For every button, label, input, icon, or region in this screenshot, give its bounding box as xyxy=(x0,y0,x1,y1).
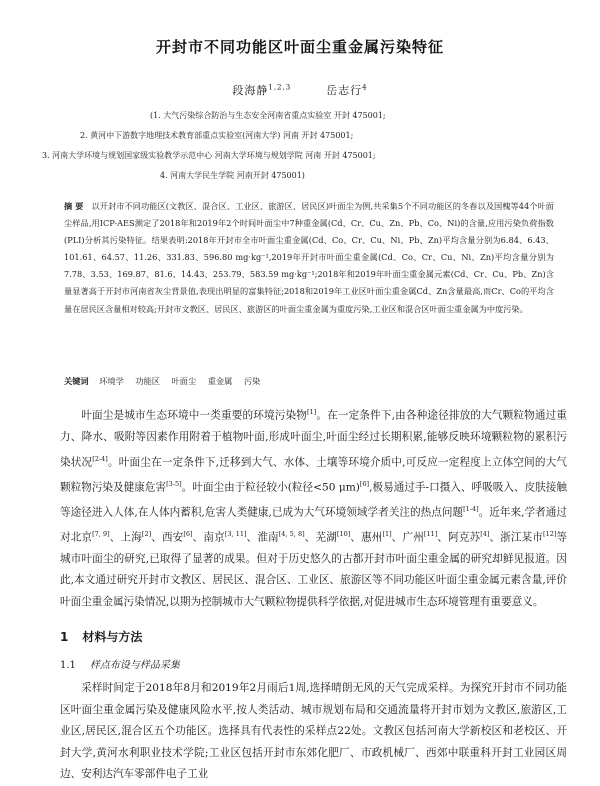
intro-text-run: 、上海 xyxy=(109,531,142,544)
intro-text-run: 、淮南 xyxy=(246,531,279,544)
author-line xyxy=(0,82,600,98)
keyword: 环境学 xyxy=(99,376,124,386)
subsection-title: 样点布设与样品采集 xyxy=(89,660,180,671)
citation-ref: [11] xyxy=(423,529,438,538)
citation-ref: [1] xyxy=(306,408,317,416)
author-affil-sup: 4 xyxy=(362,83,368,92)
intro-text-run: 等城市叶面尘的研究,已取得了显著的成果。但对于历史悠久的古都开封市叶面尘重金属的研究却鲜见报道。因此,本文通过研究开封市文教区、居民区、混合区、工业区、旅游区等不同功能区叶面尘重金属元素含量,评价叶面尘重金属污染情况,以期为控制城市大气颗粒物提供科学依据,对促进城市生态环境管理有重要意义。 xyxy=(60,531,568,608)
intro-text-run: ,极易通过手-口摄入、呼吸吸入、皮肤接触等途径进入人体,在人体内蓄积,危害人类健康,已成为大气环境领域学者关注的热点问题 xyxy=(60,481,568,519)
author-name: 段海静 xyxy=(232,84,269,97)
subsection-number: 1.1 xyxy=(60,660,76,671)
intro-text-run: 叶面尘是城市生态环境中一类重要的环境污染物 xyxy=(81,409,307,422)
abstract-label: 摘 要 xyxy=(64,201,84,211)
intro-text-run: 。近年来,学者通过对北京 xyxy=(60,506,567,544)
author-name: 岳志行 xyxy=(326,84,363,97)
citation-ref: [7, 9] xyxy=(92,529,110,538)
intro-text-run: 、芜湖 xyxy=(304,531,337,544)
sampling-paragraph: 采样时间定于2018年8月和2019年2月雨后1周,选择晴朗无风的天气完成采样。为探究开封市不同功能区叶面尘重金属污染及健康风险水平,按人类活动、城市规划布局和交通流量将开封市划为文教区,旅游区,工业区,居民区,混合区五个功能区。选择具有代表性的采样点22处。文教区包括河南大学新校区和老校区、开封大学,黄河水利职业技术学院;工业区包括开封市东郊化肥厂、市政机械厂、西郊中联重科开封工业园区周边、安利达汽车零部件电子工业 xyxy=(60,682,567,780)
paper-title: 开封市不同功能区叶面尘重金属污染特征 xyxy=(155,38,444,56)
abstract xyxy=(64,198,554,318)
citation-ref: [6] xyxy=(359,479,370,488)
citation-ref: [1-4] xyxy=(463,504,479,513)
citation-ref: [4] xyxy=(480,529,490,538)
citation-ref: [12] xyxy=(543,529,557,538)
citation-ref: [3-5] xyxy=(166,479,182,488)
intro-text-run: 、广州 xyxy=(391,531,424,544)
affiliation-line: 3. 河南大学环境与规划国家级实验教学示范中心 河南大学环境与规划学院 河南 开封 475001; xyxy=(42,151,376,160)
citation-ref: [1] xyxy=(382,529,392,538)
citation-ref: [4, 5, 8] xyxy=(278,529,305,538)
introduction-paragraph xyxy=(60,402,567,613)
keywords-label: 关键词 xyxy=(64,376,89,386)
intro-text-run: 、南京 xyxy=(192,531,225,544)
section-number: 1 xyxy=(60,630,69,644)
citation-ref: [2] xyxy=(141,529,152,538)
citation-ref: [3, 11] xyxy=(224,529,247,538)
intro-text-run: 。叶面尘在一定条件下,迁移到大气、水体、土壤等环境介质中,可反应一定程度上立体空间的大气颗粒物污染及健康危害 xyxy=(60,456,568,494)
keywords xyxy=(64,376,554,387)
citation-ref: [6] xyxy=(183,529,193,538)
affiliations xyxy=(40,106,570,186)
keyword: 污染 xyxy=(243,376,261,386)
keyword: 功能区 xyxy=(135,376,160,386)
affiliation-line: 2. 黄河中下游数字地理技术教育部重点实验室(河南大学) 河南 开封 475001; xyxy=(80,131,354,140)
intro-text-run: 、阿克苏 xyxy=(437,531,481,544)
citation-ref: [10] xyxy=(336,529,351,538)
intro-text-run: 、浙江某市 xyxy=(489,531,544,544)
keyword: 叶面尘 xyxy=(171,376,197,386)
affiliation-line: (1. 大气污染综合防治与生态安全河南省重点实验室 开封 475001; xyxy=(150,111,386,120)
intro-text-run: 。在一定条件下,由各种途径排放的大气颗粒物通过重力、降水、吸附等因素作用附着于植物叶面,形成叶面尘,叶面尘经过长期积累,能够反映环境颗粒物的累积污染状况 xyxy=(60,409,567,469)
intro-text-run: 、西安 xyxy=(151,531,184,544)
affiliation-line: 4. 河南大学民生学院 河南开封 475001) xyxy=(160,171,305,180)
keyword: 重金属 xyxy=(207,376,233,386)
section-heading xyxy=(60,628,142,645)
intro-text-run: 。叶面尘由于粒径较小(粒径<50 μm) xyxy=(181,481,360,494)
subsection-heading xyxy=(60,656,180,671)
intro-text-run: 、惠州 xyxy=(350,531,383,544)
abstract-text: 以开封市不同功能区(文教区、混合区、工业区、旅游区、居民区)叶面尘为例,共采集5个不同功能区的冬春以及国槐等44个叶面尘样品,用ICP-AES测定了2018年和2019年2个时间叶面尘中7种重金属(Cd、Cr、Cu、Zn、Pb、Co、Ni)的含量,应用污染负荷指数(PLI)分析其污染特征。结果表明:2018年开封市全市叶面尘重金属(Cd、Co、Cr、Cu、Ni、Pb、Zn)平均含量分别为6.84、6.43、101.61、64.57、11.26、331.83、596.80 mg·kg⁻¹,2019年开封市叶面尘重金属(Cd、Co、Cr、Cu、Ni、Zn)平均含量分别为7.78、3.53、169.87、81.6、14.43、253.79、583.59 mg·kg⁻¹;2018年和2019年叶面尘重金属元素(Cd、Cr、Cu、Pb、Zn)含量显著高于开封市河南省灰尘背景值,表现出明显的富集特征;2018和2019年工业区叶面尘重金属Cd、Zn含量最高,而Cr、Co的平均含量在居民区含量相对较高;开封市文教区、居民区、旅游区的叶面尘重金属为重度污染,工业区和混合区叶面尘重金属为中度污染。 xyxy=(64,201,554,314)
author-affil-sup: 1,2,3 xyxy=(268,83,292,92)
citation-ref: [2-4] xyxy=(92,454,108,463)
section-title: 材料与方法 xyxy=(82,630,143,644)
